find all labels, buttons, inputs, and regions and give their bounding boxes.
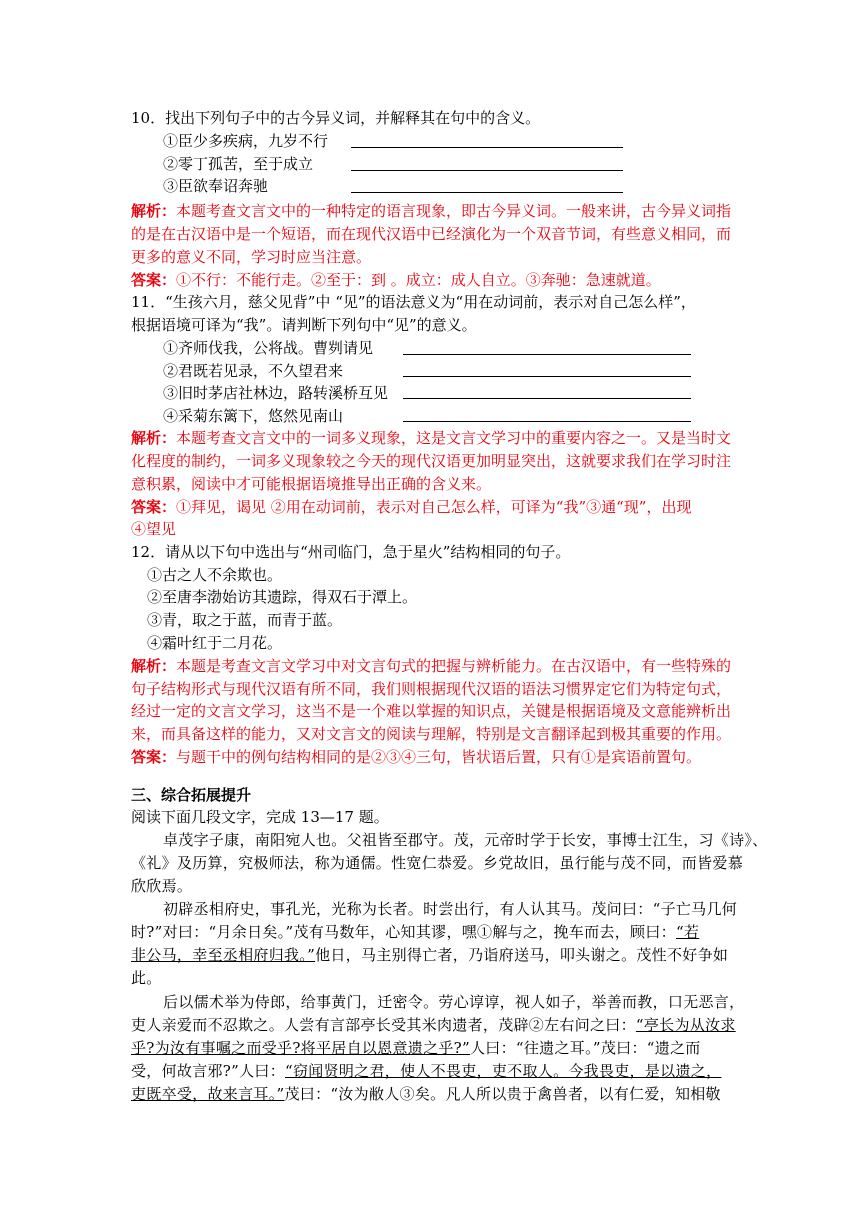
q12-analysis-line-3: 经过一定的文言文学习，这当不是一个难以掌握的知识点，关键是根据语境及文意能辨析出 <box>131 702 732 720</box>
passage-p3-line-5 <box>131 1084 721 1104</box>
q12-stem: 12．请从以下句中选出与“州司临门，急于星火”结构相同的句子。 <box>131 543 571 561</box>
analysis-text: 本题考查文言文中的一种特定的语言现象，即古今异义词。一般来讲，古今异义词指 <box>176 202 732 220</box>
passage-p3-line-2 <box>131 1015 736 1035</box>
answer-text: ①不行：不能行走。②至于：到 。成立：成人自立。③奔驰：急速就道。 <box>176 271 661 289</box>
q11-stem-line-2: 根据语境可译为“我”。请判断下列句中“见”的意义。 <box>131 316 477 334</box>
answer-label: 答案： <box>131 748 177 766</box>
section-intro: 阅读下面几段文字，完成 13—17 题。 <box>131 808 389 826</box>
underlined-sentence: 吏既卒受，故来言耳。” <box>131 1085 285 1103</box>
passage-p3-line-1: 后以儒术举为侍郎，给事黄门，迁密令。劳心谆谆，视人如子，举善而教，口无恶言， <box>163 993 745 1011</box>
q11-item-3: ③旧时茅店社林边，路转溪桥互见 <box>163 384 389 402</box>
q11-answer-blank-3 <box>403 398 691 399</box>
passage-p1-line-1: 卓茂字子康，南阳宛人也。父祖皆至郡守。茂，元帝时学于长安，事博士江生，习《诗》、 <box>163 831 768 849</box>
answer-text: ①拜见，谒见 ②用在动词前，表示对自己怎么样，可译为“我”③通“现”，出现 <box>176 498 692 516</box>
q10-item-1: ①臣少多疾病，九岁不行 <box>163 132 329 150</box>
passage-text: 人曰：“往遗之耳。”茂曰：“遗之而 <box>470 1039 701 1057</box>
q10-analysis-line-3: 更多的意义不同，学习时应当注意。 <box>131 248 372 266</box>
q11-stem-line-1: 11．“生孩六月，慈父见背”中 “见”的语法意义为“用在动词前，表示对自己怎么样”， <box>131 293 696 311</box>
q11-answer-blank-4 <box>403 421 691 422</box>
passage-p3-line-3 <box>131 1038 701 1058</box>
passage-p1-line-3: 欣欣焉。 <box>131 877 193 895</box>
q12-item-4: ④霜叶红于二月花。 <box>147 634 283 652</box>
analysis-label: 解析： <box>131 202 177 220</box>
answer-label: 答案： <box>131 498 177 516</box>
underlined-sentence: “若 <box>675 923 700 941</box>
q10-answer-blank-1 <box>351 147 623 148</box>
underlined-sentence: “窃闻贤明之君，使人不畏吏，吏不取人。今我畏吏，是以遗之， <box>285 1062 722 1080</box>
q10-answer-blank-3 <box>351 192 623 193</box>
analysis-text: 本题是考查文言文学习中对文言句式的把握与辨析能力。在古汉语中，有一些特殊的 <box>176 657 732 675</box>
passage-p2-line-4: 此。 <box>131 969 162 987</box>
passage-text: 他日，马主别得亡者，乃诣府送马，叩头谢之。茂性不好争如 <box>315 946 729 964</box>
q11-item-2: ②君既若见录，不久望君来 <box>163 362 344 380</box>
q10-answer-blank-2 <box>351 170 623 171</box>
passage-p2-line-3 <box>131 945 728 965</box>
section-heading: 三、综合拓展提升 <box>131 786 252 804</box>
q10-item-2: ②零丁孤苦，至于成立 <box>163 155 314 173</box>
q12-analysis-line-2: 句子结构形式与现代汉语有所不同，我们则根据现代汉语的语法习惯界定它们为特定句式， <box>131 680 732 698</box>
q10-answer <box>131 270 661 290</box>
q11-answer-line-2: ④望见 <box>131 520 177 538</box>
q12-item-3: ③青，取之于蓝，而青于蓝。 <box>147 611 343 629</box>
passage-text: 受，何故言邪?”人曰： <box>131 1062 286 1080</box>
q11-answer-blank-2 <box>403 376 691 377</box>
passage-p2-line-1: 初辟丞相府史，事孔光，光称为长者。时尝出行，有人认其马。茂问曰：“子亡马几何 <box>163 900 738 918</box>
analysis-label: 解析： <box>131 657 177 675</box>
passage-p1-line-2: 《礼》及历算，究极师法，称为通儒。性宽仁恭爱。乡党故旧，虽行能与茂不同，而皆爱慕 <box>131 854 744 872</box>
q12-item-2: ②至唐李渤始访其遗踪，得双石于潭上。 <box>147 588 418 606</box>
passage-text: 吏人亲爱而不忍欺之。人尝有言部亭长受其米肉遗者，茂辟②左右问之曰： <box>131 1016 636 1034</box>
q12-item-1: ①古之人不余欺也。 <box>147 566 283 584</box>
q11-analysis-line-1 <box>131 428 731 448</box>
q12-analysis-line-1 <box>131 656 731 676</box>
answer-text: 与题干中的例句结构相同的是②③④三句，皆状语后置，只有①是宾语前置句。 <box>176 748 702 766</box>
q11-item-4: ④采菊东篱下，悠然见南山 <box>163 407 344 425</box>
q10-item-3: ③臣欲奉诏奔驰 <box>163 177 269 195</box>
analysis-label: 解析： <box>131 429 177 447</box>
underlined-sentence: 非公马，幸至丞相府归我。” <box>131 946 316 964</box>
q10-analysis-line-1 <box>131 201 731 221</box>
underlined-sentence: 乎?为汝有事嘱之而受乎?将平居自以恩意遗之乎?” <box>131 1039 470 1057</box>
q10-analysis-line-2: 的是在古汉语中是一个短语，而在现代汉语中已经演化为一个双音节词，有些意义相同，而 <box>131 225 732 243</box>
q11-analysis-line-2: 化程度的制约，一词多义现象较之今天的现代汉语更加明显突出，这就要求我们在学习时注 <box>131 452 732 470</box>
passage-text: 时?”对曰：“月余日矣。”茂有马数年，心知其谬，嘿①解与之，挽车而去，顾曰： <box>131 923 676 941</box>
passage-p3-line-4 <box>131 1061 721 1081</box>
q11-item-1: ①齐师伐我，公将战。曹刿请见 <box>163 339 374 357</box>
q12-answer <box>131 747 701 767</box>
passage-p2-line-2 <box>131 922 699 942</box>
passage-text: 茂曰：“汝为敝人③矣。凡人所以贵于禽兽者，以有仁爱，知相敬 <box>284 1085 721 1103</box>
q11-analysis-line-3: 意积累，阅读中才可能根据语境推导出正确的含义来。 <box>131 475 492 493</box>
q11-answer-line-1 <box>131 497 691 517</box>
answer-label: 答案： <box>131 271 177 289</box>
q11-answer-blank-1 <box>403 354 691 355</box>
analysis-text: 本题考查文言文中的一词多义现象，这是文言文学习中的重要内容之一。又是当时文 <box>176 429 732 447</box>
q12-analysis-line-4: 来，而具备这样的能力，又对文言文的阅读与理解，特别是文言翻译起到极其重要的作用。 <box>131 725 732 743</box>
q10-stem: 10．找出下列句子中的古今异义词，并解释其在句中的含义。 <box>131 109 541 127</box>
underlined-sentence: “亭长为从汝求 <box>635 1016 736 1034</box>
